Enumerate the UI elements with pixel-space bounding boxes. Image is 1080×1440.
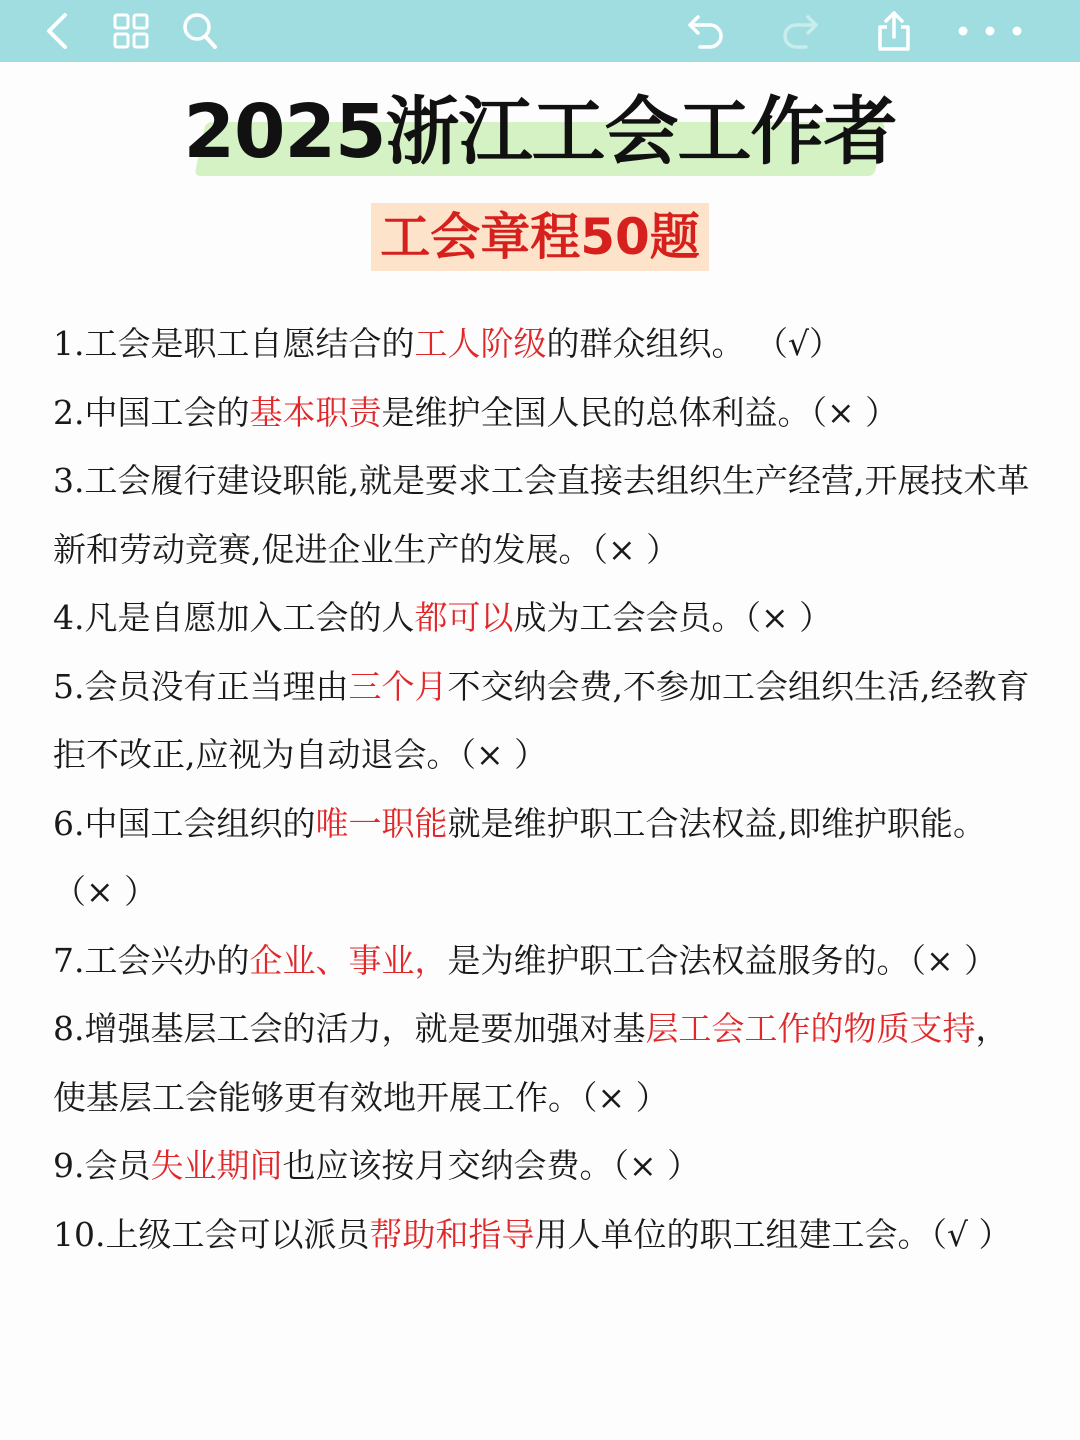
page-title: 2025浙江工会工作者 <box>183 89 897 175</box>
question-text: 成为工会会员。（× ） <box>513 598 833 637</box>
question-item <box>53 1201 1033 1270</box>
question-keyword: 都可以 <box>414 598 514 637</box>
question-keyword: 工人阶级 <box>414 324 547 363</box>
question-text: 1.工会是职工自愿结合的 <box>53 324 415 363</box>
question-keyword: 唯一职能 <box>315 803 448 843</box>
question-text: 用人单位的职工组建工会。（√ ） <box>534 1214 1012 1254</box>
question-text: 是维护全国人民的总体利益。（× ） <box>381 392 899 432</box>
subtitle: 工会章程50题 <box>380 208 700 266</box>
question-text: 10.上级工会可以派员 <box>53 1214 370 1254</box>
question-item <box>53 790 1033 927</box>
question-keyword: 企业、事业， <box>249 940 448 980</box>
question-text: 8.增强基层工会的活力，就是要加强对基 <box>53 1009 646 1048</box>
question-keyword: 帮助和指导 <box>369 1214 535 1254</box>
grid-icon[interactable] <box>107 7 155 55</box>
question-text: ，使基层工会能够更有效地开展工作。（× ） <box>53 1009 1009 1117</box>
question-item <box>53 927 1033 996</box>
question-keyword: 层工会工作的物质支持 <box>645 1009 976 1048</box>
question-text: 就是维护职工合法权益,即维护职能。 （× ） <box>53 803 986 911</box>
question-text: 5.会员没有正当理由 <box>53 666 349 706</box>
question-item <box>53 653 1033 790</box>
share-icon[interactable] <box>870 7 918 55</box>
search-icon[interactable] <box>176 7 224 55</box>
title-area <box>0 82 1080 192</box>
question-item <box>53 584 1033 653</box>
more-icon[interactable] <box>950 7 1030 55</box>
question-keyword: 失业期间 <box>150 1146 283 1185</box>
question-item <box>53 379 1033 448</box>
question-text: 7.工会兴办的 <box>53 940 250 980</box>
question-text: 9.会员 <box>53 1146 151 1185</box>
question-text: 也应该按月交纳会费。（× ） <box>282 1146 701 1185</box>
question-keyword: 基本职责 <box>249 392 382 432</box>
question-item <box>53 1132 1033 1201</box>
question-text: 4.凡是自愿加入工会的人 <box>53 598 415 637</box>
undo-icon[interactable] <box>682 7 730 55</box>
back-icon[interactable] <box>34 7 82 55</box>
question-text: 不交纳会费,不参加工会组织生活,经教育拒不改正,应视为自动退会。（× ） <box>53 666 1030 774</box>
redo-icon[interactable] <box>776 7 824 55</box>
question-text: 的群众组织。 （√） <box>546 324 843 363</box>
toolbar <box>0 0 1080 62</box>
question-keyword: 三个月 <box>348 666 448 706</box>
question-text: 3.工会履行建设职能,就是要求工会直接去组织生产经营,开展技术革新和劳动竞赛,促进企业生产的发展。（× ） <box>53 461 1030 569</box>
question-item <box>53 310 1033 379</box>
question-list <box>53 310 1033 1269</box>
question-text: 是为维护职工合法权益服务的。（× ） <box>447 940 998 980</box>
question-text: 2.中国工会的 <box>53 392 250 432</box>
question-item <box>53 995 1033 1132</box>
question-item <box>53 447 1033 584</box>
question-text: 6.中国工会组织的 <box>53 803 316 843</box>
